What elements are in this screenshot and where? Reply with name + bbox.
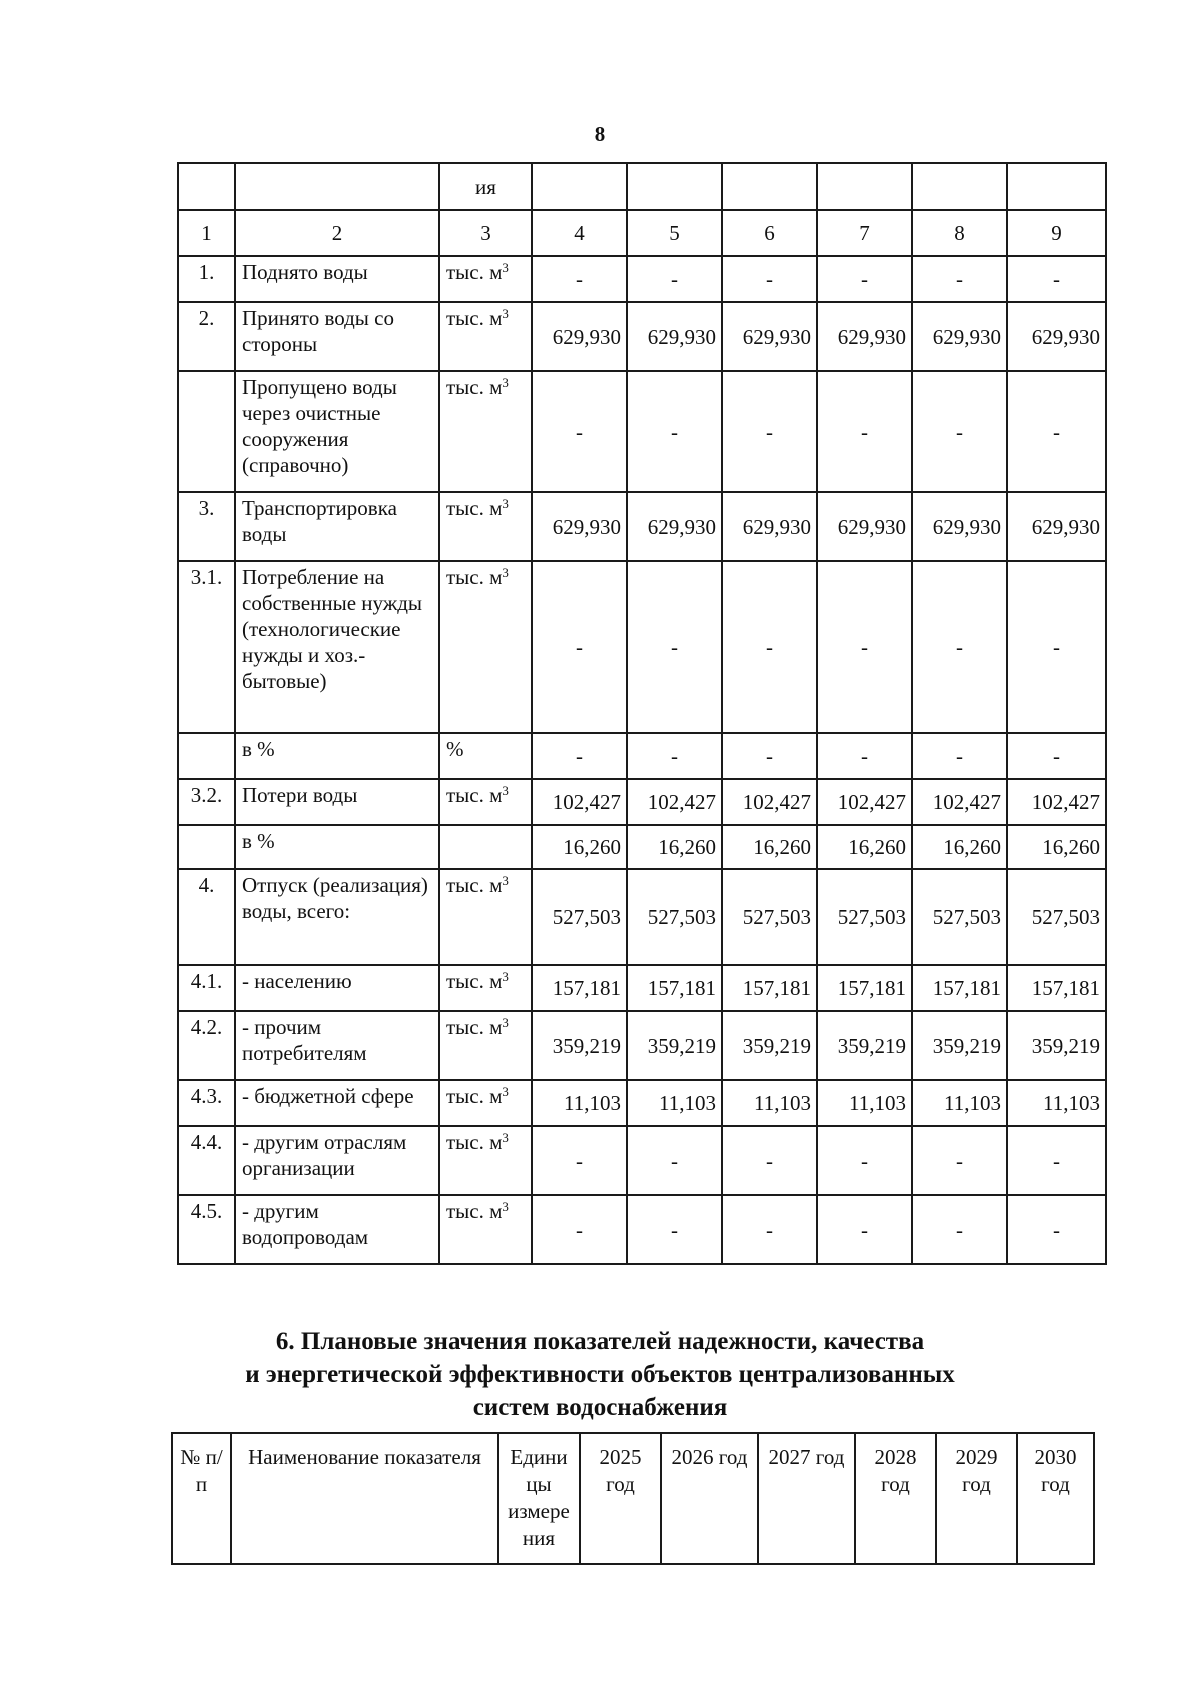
- row-value: 527,503: [532, 869, 627, 965]
- row-value: 102,427: [627, 779, 722, 825]
- row-unit: [439, 779, 532, 825]
- table-row: [178, 256, 1106, 302]
- row-value: 629,930: [627, 302, 722, 371]
- table-cell: [817, 163, 912, 210]
- row-unit: [439, 492, 532, 561]
- unit-text: тыс. м: [446, 260, 503, 284]
- column-number: 5: [627, 210, 722, 256]
- table-row: [178, 1195, 1106, 1264]
- header-cell-name: Наименование показателя: [231, 1433, 498, 1564]
- row-number: 4.3.: [178, 1080, 235, 1126]
- row-value: -: [1007, 1195, 1106, 1264]
- row-value: -: [912, 561, 1007, 733]
- row-number: 4.1.: [178, 965, 235, 1011]
- table-cell: [722, 163, 817, 210]
- row-value: -: [627, 371, 722, 492]
- row-unit: [439, 1011, 532, 1080]
- header-cell-year: 2028 год: [855, 1433, 936, 1564]
- table-row: [178, 779, 1106, 825]
- row-unit: [439, 1195, 532, 1264]
- row-value: -: [722, 1126, 817, 1195]
- row-number: 3.: [178, 492, 235, 561]
- row-value: 157,181: [532, 965, 627, 1011]
- table-row: [178, 825, 1106, 869]
- row-value: 16,260: [1007, 825, 1106, 869]
- column-number: 9: [1007, 210, 1106, 256]
- row-value: -: [532, 371, 627, 492]
- unit-superscript: 3: [502, 375, 509, 390]
- column-number: 2: [235, 210, 439, 256]
- unit-text: тыс. м: [446, 873, 503, 897]
- row-value: 102,427: [1007, 779, 1106, 825]
- row-indicator-name: - населению: [235, 965, 439, 1011]
- unit-superscript: 3: [502, 260, 509, 275]
- column-numbers-row: [178, 210, 1106, 256]
- row-value: -: [817, 733, 912, 779]
- header-fragment: ия: [439, 163, 532, 210]
- section-title-line: систем водоснабжения: [472, 1394, 728, 1421]
- row-unit: [439, 561, 532, 733]
- row-value: -: [532, 561, 627, 733]
- row-value: 527,503: [817, 869, 912, 965]
- row-value: 359,219: [817, 1011, 912, 1080]
- unit-text: тыс. м: [446, 375, 503, 399]
- row-value: 629,930: [627, 492, 722, 561]
- row-value: 102,427: [722, 779, 817, 825]
- table-body: [178, 163, 1106, 1264]
- indicators-table: [171, 1432, 1095, 1565]
- row-value: -: [1007, 733, 1106, 779]
- row-value: -: [627, 1195, 722, 1264]
- row-value: 11,103: [532, 1080, 627, 1126]
- row-value: 359,219: [912, 1011, 1007, 1080]
- row-value: 629,930: [532, 302, 627, 371]
- indicators-header-row: [172, 1433, 1094, 1564]
- table-row: [178, 492, 1106, 561]
- column-number: 1: [178, 210, 235, 256]
- row-value: 629,930: [912, 492, 1007, 561]
- header-cell-year: 2030 год: [1017, 1433, 1094, 1564]
- row-value: 102,427: [817, 779, 912, 825]
- header-cell-year: 2025 год: [580, 1433, 661, 1564]
- table-cell: [912, 163, 1007, 210]
- unit-superscript: 3: [502, 1015, 509, 1030]
- row-value: 102,427: [532, 779, 627, 825]
- table-cell: [532, 163, 627, 210]
- row-value: 359,219: [1007, 1011, 1106, 1080]
- header-cell-number: № п/п: [172, 1433, 231, 1564]
- unit-superscript: 3: [502, 306, 509, 321]
- row-value: -: [722, 371, 817, 492]
- row-value: 157,181: [912, 965, 1007, 1011]
- column-number: 4: [532, 210, 627, 256]
- unit-superscript: 3: [502, 1084, 509, 1099]
- unit-superscript: 3: [502, 969, 509, 984]
- table-row: [178, 1126, 1106, 1195]
- row-indicator-name: - прочим потребителям: [235, 1011, 439, 1080]
- row-indicator-name: Отпуск (реализация) воды, всего:: [235, 869, 439, 965]
- table-row: [178, 869, 1106, 965]
- row-value: 629,930: [817, 492, 912, 561]
- unit-text: тыс. м: [446, 783, 503, 807]
- unit-superscript: 3: [502, 1199, 509, 1214]
- row-value: 527,503: [912, 869, 1007, 965]
- section-6-title: [0, 1325, 1200, 1424]
- row-number: 4.2.: [178, 1011, 235, 1080]
- header-cell-year: 2026 год: [661, 1433, 758, 1564]
- row-number: 2.: [178, 302, 235, 371]
- row-indicator-name: Потребление на собственные нужды (технологические нужды и хоз.-бытовые): [235, 561, 439, 733]
- row-value: 629,930: [912, 302, 1007, 371]
- row-unit: [439, 256, 532, 302]
- row-value: 629,930: [532, 492, 627, 561]
- row-value: -: [532, 1195, 627, 1264]
- unit-superscript: 3: [502, 1130, 509, 1145]
- row-indicator-name: - другим водопроводам: [235, 1195, 439, 1264]
- row-value: 629,930: [1007, 492, 1106, 561]
- row-indicator-name: Транспортировка воды: [235, 492, 439, 561]
- row-value: -: [627, 1126, 722, 1195]
- row-unit: [439, 302, 532, 371]
- row-value: 629,930: [722, 492, 817, 561]
- unit-text: тыс. м: [446, 1130, 503, 1154]
- row-value: 11,103: [912, 1080, 1007, 1126]
- row-number: 3.2.: [178, 779, 235, 825]
- row-value: 11,103: [722, 1080, 817, 1126]
- row-value: -: [817, 561, 912, 733]
- table-cell: [235, 163, 439, 210]
- row-unit: [439, 1126, 532, 1195]
- row-value: -: [627, 561, 722, 733]
- row-value: -: [627, 256, 722, 302]
- row-value: 16,260: [817, 825, 912, 869]
- row-value: 359,219: [722, 1011, 817, 1080]
- row-value: -: [817, 371, 912, 492]
- column-number: 3: [439, 210, 532, 256]
- row-value: -: [722, 561, 817, 733]
- row-indicator-name: Пропущено воды через очистные сооружения (справочно): [235, 371, 439, 492]
- unit-text: тыс. м: [446, 1015, 503, 1039]
- unit-text: тыс. м: [446, 969, 503, 993]
- row-value: -: [912, 1195, 1007, 1264]
- row-unit: [439, 1080, 532, 1126]
- row-value: 629,930: [722, 302, 817, 371]
- row-value: -: [912, 733, 1007, 779]
- row-value: -: [532, 733, 627, 779]
- unit-text: %: [446, 737, 464, 761]
- row-number: [178, 825, 235, 869]
- unit-text: тыс. м: [446, 1084, 503, 1108]
- table-row: [178, 1080, 1106, 1126]
- table-header-fragment-row: [178, 163, 1106, 210]
- row-indicator-name: Потери воды: [235, 779, 439, 825]
- unit-superscript: 3: [502, 783, 509, 798]
- row-value: -: [1007, 371, 1106, 492]
- row-number: 4.5.: [178, 1195, 235, 1264]
- column-number: 7: [817, 210, 912, 256]
- header-cell-year: 2027 год: [758, 1433, 855, 1564]
- row-number: 3.1.: [178, 561, 235, 733]
- row-value: 629,930: [817, 302, 912, 371]
- row-indicator-name: - другим отраслям организации: [235, 1126, 439, 1195]
- row-number: 1.: [178, 256, 235, 302]
- row-unit: [439, 733, 532, 779]
- unit-text: тыс. м: [446, 1199, 503, 1223]
- column-number: 8: [912, 210, 1007, 256]
- table-cell: [178, 163, 235, 210]
- row-value: 11,103: [627, 1080, 722, 1126]
- row-value: 16,260: [722, 825, 817, 869]
- row-value: 359,219: [627, 1011, 722, 1080]
- unit-superscript: 3: [502, 496, 509, 511]
- row-value: 157,181: [627, 965, 722, 1011]
- table-row: [178, 733, 1106, 779]
- water-balance-table: [177, 162, 1107, 1265]
- row-value: 359,219: [532, 1011, 627, 1080]
- header-cell-year: 2029 год: [936, 1433, 1017, 1564]
- row-indicator-name: Поднято воды: [235, 256, 439, 302]
- row-number: [178, 733, 235, 779]
- table-row: [178, 965, 1106, 1011]
- table-cell: [1007, 163, 1106, 210]
- row-value: 527,503: [1007, 869, 1106, 965]
- row-indicator-name: Принято воды со стороны: [235, 302, 439, 371]
- row-value: -: [817, 256, 912, 302]
- row-value: -: [1007, 1126, 1106, 1195]
- header-cell-units: Едини цы измере ния: [498, 1433, 580, 1564]
- unit-text: тыс. м: [446, 306, 503, 330]
- row-value: 11,103: [817, 1080, 912, 1126]
- row-indicator-name: - бюджетной сфере: [235, 1080, 439, 1126]
- row-value: -: [912, 256, 1007, 302]
- row-value: -: [722, 1195, 817, 1264]
- unit-text: тыс. м: [446, 565, 503, 589]
- row-value: -: [722, 733, 817, 779]
- row-value: -: [817, 1126, 912, 1195]
- unit-text: тыс. м: [446, 496, 503, 520]
- row-value: 629,930: [1007, 302, 1106, 371]
- unit-superscript: 3: [502, 565, 509, 580]
- section-title-line: и энергетической эффективности объектов централизованных: [245, 1361, 955, 1388]
- row-value: -: [532, 1126, 627, 1195]
- row-unit: [439, 965, 532, 1011]
- row-value: -: [817, 1195, 912, 1264]
- row-number: 4.4.: [178, 1126, 235, 1195]
- row-number: 4.: [178, 869, 235, 965]
- section-title-line: 6. Плановые значения показателей надежности, качества: [275, 1328, 925, 1355]
- row-value: 157,181: [722, 965, 817, 1011]
- row-unit: [439, 371, 532, 492]
- row-number: [178, 371, 235, 492]
- row-value: 527,503: [722, 869, 817, 965]
- row-value: -: [532, 256, 627, 302]
- row-value: 11,103: [1007, 1080, 1106, 1126]
- column-number: 6: [722, 210, 817, 256]
- row-value: 157,181: [1007, 965, 1106, 1011]
- row-value: -: [627, 733, 722, 779]
- row-indicator-name: в %: [235, 733, 439, 779]
- row-indicator-name: в %: [235, 825, 439, 869]
- row-value: 16,260: [912, 825, 1007, 869]
- page-number: 8: [594, 122, 606, 146]
- row-unit: [439, 869, 532, 965]
- row-value: 102,427: [912, 779, 1007, 825]
- row-unit: [439, 825, 532, 869]
- row-value: -: [1007, 256, 1106, 302]
- unit-superscript: 3: [502, 873, 509, 888]
- row-value: 16,260: [627, 825, 722, 869]
- row-value: -: [1007, 561, 1106, 733]
- row-value: 157,181: [817, 965, 912, 1011]
- row-value: -: [912, 371, 1007, 492]
- table-row: [178, 561, 1106, 733]
- row-value: 527,503: [627, 869, 722, 965]
- table-row: [178, 302, 1106, 371]
- table-row: [178, 1011, 1106, 1080]
- row-value: 16,260: [532, 825, 627, 869]
- row-value: -: [722, 256, 817, 302]
- row-value: -: [912, 1126, 1007, 1195]
- table-cell: [627, 163, 722, 210]
- table-row: [178, 371, 1106, 492]
